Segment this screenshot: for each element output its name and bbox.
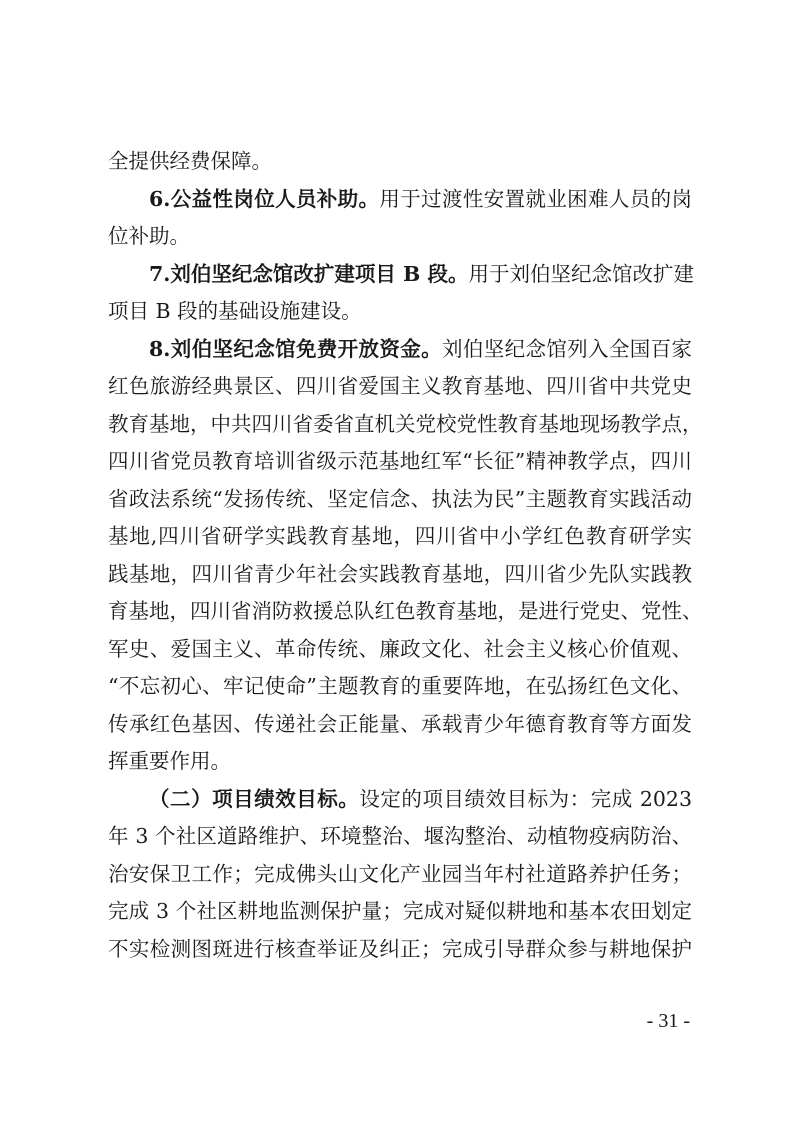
line-text: 军史、爱国主义、革命传统、廉政文化、社会主义核心价值观、 <box>108 636 692 661</box>
line-text: 用于刘伯坚纪念馆改扩建 <box>468 261 695 286</box>
line-text: “不忘初心、牢记使命”主题教育的重要阵地，在弘扬红色文化、 <box>108 674 692 698</box>
text-line <box>108 256 695 294</box>
document-body <box>108 143 703 968</box>
text-line <box>108 893 692 931</box>
text-line <box>108 368 692 406</box>
text-line <box>108 481 692 519</box>
line-text: 年 3 个社区道路维护、环境整治、堰沟整治、动植物疫病防治、 <box>108 824 692 848</box>
text-line <box>108 556 692 594</box>
line-text: 育基地，四川省消防救援总队红色教育基地，是进行党史、党性、 <box>108 599 703 623</box>
line-text: 治安保卫工作；完成佛头山文化产业园当年村社道路养护任务； <box>108 861 692 886</box>
text-line <box>108 781 692 819</box>
line-text: 设定的项目绩效目标为：完成 2023 <box>359 786 693 811</box>
text-line <box>108 293 692 331</box>
text-line <box>108 818 692 856</box>
text-line <box>108 143 692 181</box>
line-text: 四川省党员教育培训省级示范基地红军“长征”精神教学点，四川 <box>108 449 692 473</box>
text-line <box>108 443 692 481</box>
text-line <box>108 668 692 706</box>
text-line <box>108 931 692 969</box>
line-text: 全提供经费保障。 <box>108 149 272 173</box>
line-text: 项目 B 段的基础设施建设。 <box>108 299 362 323</box>
text-line <box>108 856 692 894</box>
line-text: 挥重要作用。 <box>108 749 231 773</box>
section-heading: 8.刘伯坚纪念馆免费开放资金。 <box>149 336 442 361</box>
text-line <box>108 181 692 219</box>
text-line <box>108 743 692 781</box>
line-text: 用于过渡性安置就业困难人员的岗 <box>379 186 692 211</box>
line-text: 完成 3 个社区耕地监测保护量；完成对疑似耕地和基本农田划定 <box>108 899 692 923</box>
line-text: 不实检测图斑进行核查举证及纠正；完成引导群众参与耕地保护 <box>108 936 692 961</box>
section-heading: 7.刘伯坚纪念馆改扩建项目 B 段。 <box>149 261 469 286</box>
line-text: 基地,四川省研学实践教育基地，四川省中小学红色教育研学实 <box>108 524 692 548</box>
text-line <box>108 706 692 744</box>
line-text: 教育基地，中共四川省委省直机关党校党性教育基地现场教学点， <box>108 411 703 436</box>
line-text: 践基地，四川省青少年社会实践教育基地，四川省少先队实践教 <box>108 561 692 586</box>
line-text: 位补助。 <box>108 224 190 248</box>
section-heading: 6.公益性岗位人员补助。 <box>149 186 380 211</box>
line-text: 省政法系统“发扬传统、坚定信念、执法为民”主题教育实践活动 <box>108 486 692 511</box>
text-line <box>108 518 692 556</box>
text-line <box>108 331 692 369</box>
line-text: 红色旅游经典景区、四川省爱国主义教育基地、四川省中共党史 <box>108 374 692 398</box>
section-heading: （二）项目绩效目标。 <box>149 786 360 811</box>
text-line <box>108 631 692 669</box>
text-line <box>108 593 703 631</box>
line-text: 刘伯坚纪念馆列入全国百家 <box>442 336 693 361</box>
page-number: - 31 - <box>646 1010 690 1032</box>
text-line <box>108 406 703 444</box>
text-line <box>108 218 692 256</box>
line-text: 传承红色基因、传递社会正能量、承载青少年德育教育等方面发 <box>108 711 692 736</box>
